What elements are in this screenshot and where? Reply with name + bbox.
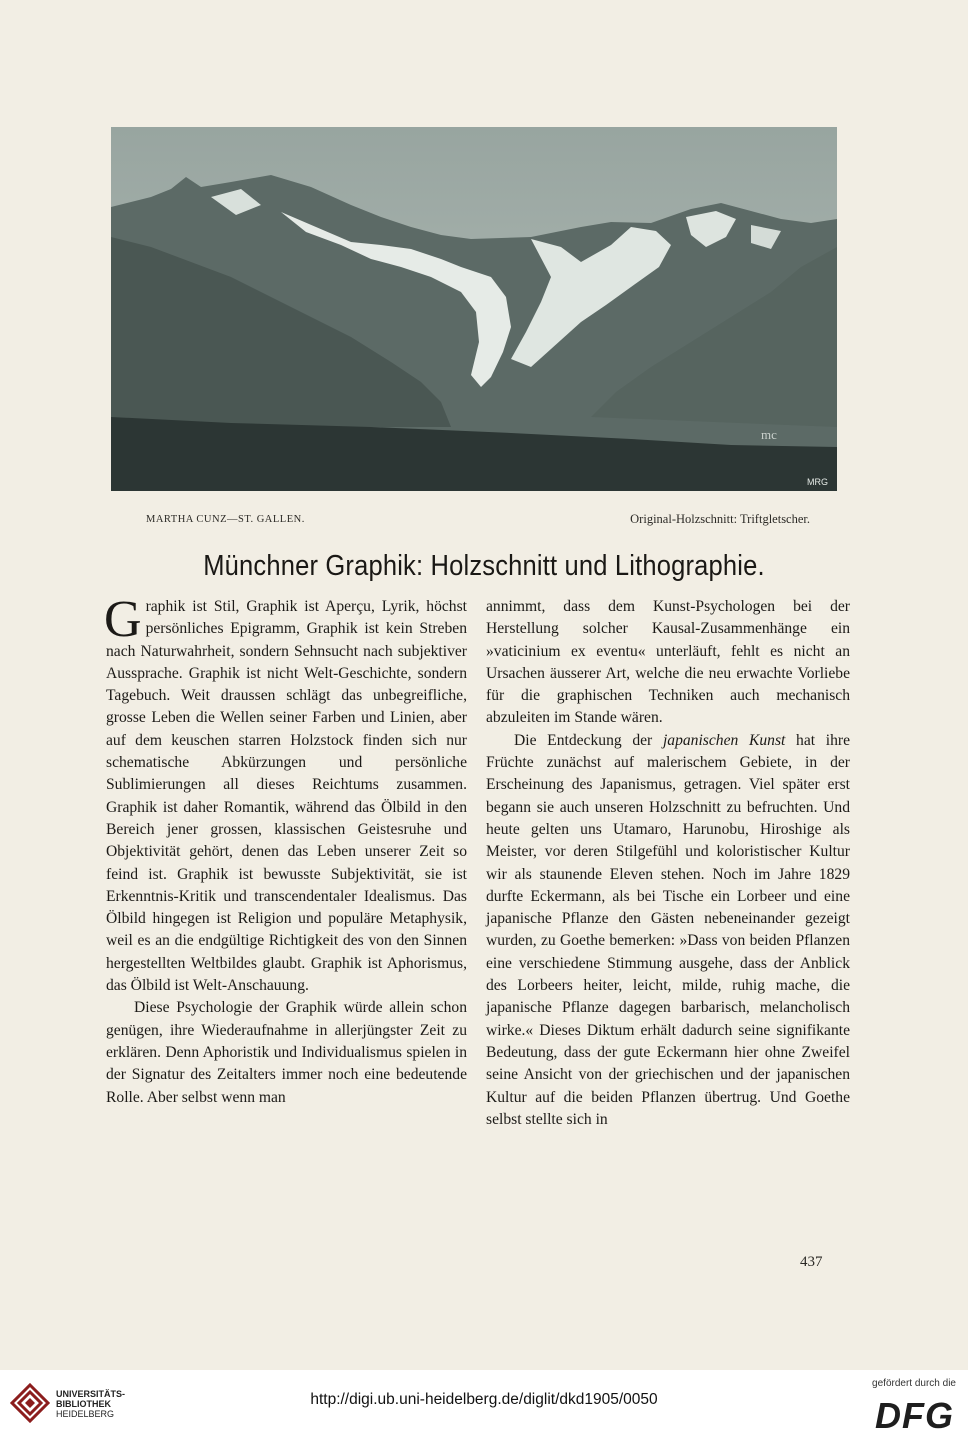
library-name-line: UNIVERSITÄTS- xyxy=(56,1389,126,1399)
stamp-mark: MRG xyxy=(807,477,828,487)
paragraph xyxy=(486,730,850,1131)
dfg-logo: DFG xyxy=(875,1395,954,1436)
library-name-line: BIBLIOTHEK xyxy=(56,1399,111,1409)
paragraph: Diese Psychologie der Graphik würde allein schon genügen, ihre Wiederaufnahme in allerjüngster Zeit zu erklären. Denn Aphoristik und Individualismus spielen in der Signatur des Zeitalters immer noch eine bedeutende Rolle. Aber selbst wenn man xyxy=(106,999,467,1106)
caption-artist: MARTHA CUNZ—ST. GALLEN. xyxy=(146,514,305,525)
library-name-line: HEIDELBERG xyxy=(56,1409,115,1419)
paragraph xyxy=(104,591,467,997)
permalink-url[interactable]: http://digi.ub.uni-heidelberg.de/diglit/dkd1905/0050 xyxy=(310,1391,658,1408)
article-title: Münchner Graphik: Holzschnitt und Lithographie. xyxy=(203,550,765,582)
caption-work: Original-Holzschnitt: Triftgletscher. xyxy=(630,512,810,526)
paragraph-text: hat ihre Früchte zunächst auf malerischem Gebiete, in der Erscheinung des Japanismus, getragen. Viel später erst begann sie auch unseren Holzschnitt zu befruchten. Und heute gelten uns Utamaro, Harunobu, Hiroshige als Meister, vor deren Stilgefühl und koloristischer Kultur wir als staunende Eleven stehen. Noch im Jahre 1829 durfte Eckermann, als bei Tische ein Lorbeer und eine japanische Pflanze den Gästen nebeneinander gezeigt wurden, zu Goethe bemerken: »Dass von beiden Pflanzen eine verschiedene Stimmung ausgehe, dass der Anblick des Lorbeers heiter, leicht, milde, ruhig mache, die japanische Pflanze dagegen barbarisch, melancholisch wirke.« Dieses Diktum erhält dadurch seine signifikante Bedeutung, dass der gute Eckermann hier ohne Zweifel seine Ansicht von der griechischen und der japanischen Kultur auf die beiden Pflanzen übertrug. Und Goethe selbst stellte sich in xyxy=(486,731,851,1128)
emphasis-text: japanischen Kunst xyxy=(662,731,786,749)
page-number: 437 xyxy=(800,1254,823,1270)
funded-by-label: gefördert durch die xyxy=(872,1378,956,1389)
paragraph: annimmt, dass dem Kunst-Psychologen bei der Herstellung solcher Kausal-Zusammenhänge ein »vaticinium ex eventu« unterläuft, fehlt es nicht an Ursachen äusserer Art, welche die neu erwachte Vorliebe für die graphischen Techniken auch mechanisch abzuleiten im Stande wären. xyxy=(486,598,850,727)
digitization-footer xyxy=(0,1370,968,1442)
right-column xyxy=(486,596,850,1131)
drop-cap: G xyxy=(104,591,142,648)
paragraph-text: Die Entdeckung der xyxy=(514,731,663,749)
woodcut-illustration xyxy=(111,127,837,491)
left-column xyxy=(104,591,467,1109)
monogram-mark: mc xyxy=(761,427,777,442)
paragraph-text: raphik ist Stil, Graphik ist Aperçu, Lyrik, höchst persönliches Epigramm, Graphik ist kein Streben nach Naturwahrheit, sondern Sehnsucht nach subjektiver Aussprache. Graphik ist nicht Welt-Geschichte, sondern Tagebuch. Weit draussen schlägt das unbegreifliche, grosse Leben die Wellen seiner Farben und Linien, aber auf dem keuschen starren Holzstock finden sich nur schematische Abkürzungen und persönliche Sublimierungen all dieses Reichtums zusammen. Graphik ist daher Romantik, während das Ölbild in den Bereich jener grossen, klassischen Geistesruhe und Objektivität gehört, denen das Leben unserer Zeit so feind ist. Graphik ist bewusste Subjektivität, sie ist Erkenntnis-Kritik und transcendentaler Idealismus. Das Ölbild hingegen ist Religion und populäre Metaphysik, weil es an die endgültige Richtigkeit des von den Sinnen hergestellten Weltbildes glaubt. Graphik ist Aphorismus, das Ölbild ist Welt-Anschauung. xyxy=(106,598,467,995)
mountain-landscape-image xyxy=(111,127,837,491)
